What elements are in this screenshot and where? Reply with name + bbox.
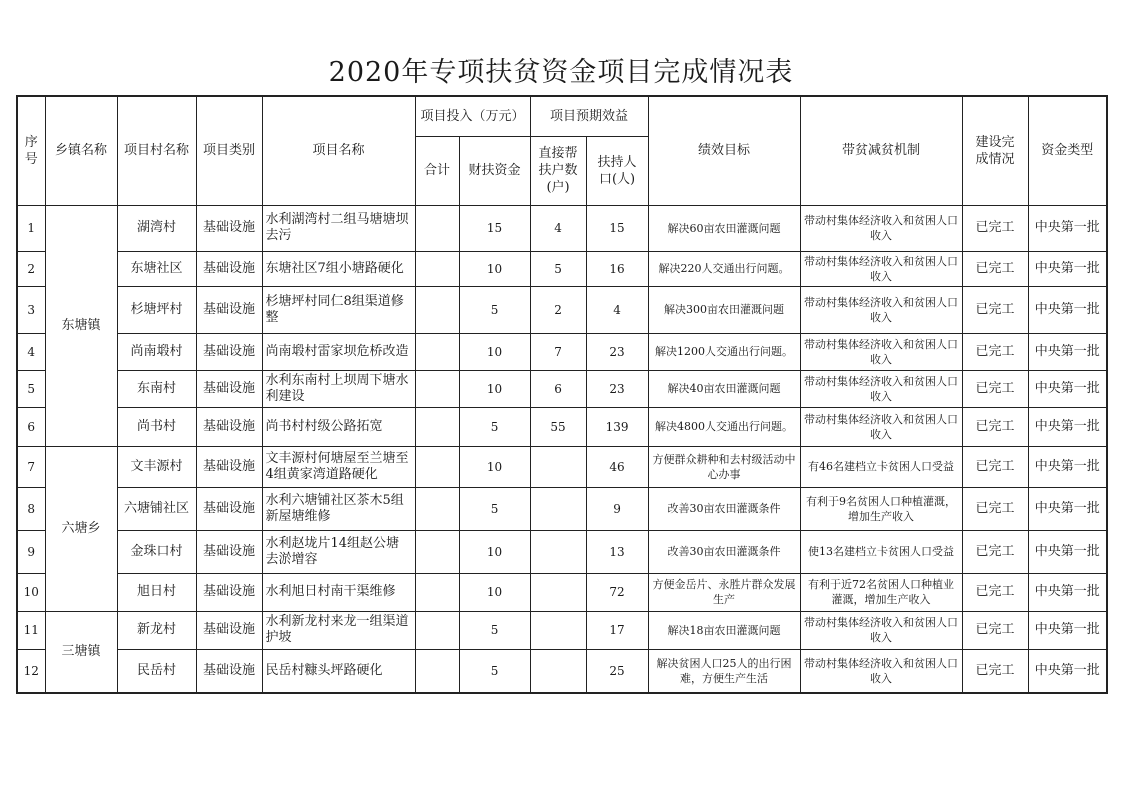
header-project: 项目名称 bbox=[262, 96, 415, 205]
cell-fund-type: 中央第一批 bbox=[1028, 333, 1107, 370]
cell-fund: 10 bbox=[459, 370, 530, 407]
cell-mechanism: 带动村集体经济收入和贫困人口收入 bbox=[800, 370, 962, 407]
header-fund-type: 资金类型 bbox=[1028, 96, 1107, 205]
cell-category: 基础设施 bbox=[196, 649, 262, 693]
cell-goal: 解决4800人交通出行问题。 bbox=[648, 407, 800, 446]
cell-status: 已完工 bbox=[962, 333, 1028, 370]
cell-households: 5 bbox=[530, 251, 586, 286]
table-row bbox=[17, 205, 1107, 251]
table-row bbox=[17, 649, 1107, 693]
cell-project: 文丰源村何塘屋至兰塘至4组黄家湾道路硬化 bbox=[262, 446, 415, 487]
header-investment: 项目投入（万元） bbox=[415, 96, 530, 136]
header-population: 扶持人口(人) bbox=[586, 136, 648, 205]
cell-population: 15 bbox=[586, 205, 648, 251]
project-table bbox=[16, 95, 1108, 694]
cell-seq: 4 bbox=[17, 333, 45, 370]
cell-project: 水利湖湾村二组马塘塘坝去污 bbox=[262, 205, 415, 251]
cell-population: 23 bbox=[586, 370, 648, 407]
cell-project: 尚南塅村雷家坝危桥改造 bbox=[262, 333, 415, 370]
cell-seq: 5 bbox=[17, 370, 45, 407]
header-status: 建设完成情况 bbox=[962, 96, 1028, 205]
cell-category: 基础设施 bbox=[196, 573, 262, 611]
header-row-1 bbox=[17, 96, 1107, 136]
cell-goal: 改善30亩农田灌溉条件 bbox=[648, 487, 800, 530]
cell-status: 已完工 bbox=[962, 573, 1028, 611]
cell-seq: 9 bbox=[17, 530, 45, 573]
cell-mechanism: 带动村集体经济收入和贫困人口收入 bbox=[800, 205, 962, 251]
cell-fund-type: 中央第一批 bbox=[1028, 407, 1107, 446]
cell-total bbox=[415, 530, 459, 573]
cell-fund-type: 中央第一批 bbox=[1028, 487, 1107, 530]
cell-village: 金珠口村 bbox=[117, 530, 196, 573]
cell-seq: 3 bbox=[17, 286, 45, 333]
cell-total bbox=[415, 205, 459, 251]
cell-seq: 2 bbox=[17, 251, 45, 286]
cell-status: 已完工 bbox=[962, 611, 1028, 649]
cell-seq: 12 bbox=[17, 649, 45, 693]
header-mechanism: 带贫减贫机制 bbox=[800, 96, 962, 205]
table-row bbox=[17, 333, 1107, 370]
cell-population: 9 bbox=[586, 487, 648, 530]
cell-population: 4 bbox=[586, 286, 648, 333]
cell-fund-type: 中央第一批 bbox=[1028, 205, 1107, 251]
table-row bbox=[17, 573, 1107, 611]
cell-total bbox=[415, 573, 459, 611]
cell-fund-type: 中央第一批 bbox=[1028, 530, 1107, 573]
cell-project: 水利新龙村来龙一组渠道护坡 bbox=[262, 611, 415, 649]
cell-fund: 10 bbox=[459, 530, 530, 573]
cell-village: 六塘铺社区 bbox=[117, 487, 196, 530]
cell-total bbox=[415, 251, 459, 286]
cell-village: 文丰源村 bbox=[117, 446, 196, 487]
cell-mechanism: 带动村集体经济收入和贫困人口收入 bbox=[800, 286, 962, 333]
header-town: 乡镇名称 bbox=[45, 96, 117, 205]
cell-seq: 6 bbox=[17, 407, 45, 446]
cell-mechanism: 带动村集体经济收入和贫困人口收入 bbox=[800, 649, 962, 693]
cell-total bbox=[415, 446, 459, 487]
cell-category: 基础设施 bbox=[196, 333, 262, 370]
cell-population: 25 bbox=[586, 649, 648, 693]
header-category: 项目类别 bbox=[196, 96, 262, 205]
cell-project: 尚书村村级公路拓宽 bbox=[262, 407, 415, 446]
cell-fund-type: 中央第一批 bbox=[1028, 611, 1107, 649]
cell-fund: 15 bbox=[459, 205, 530, 251]
cell-mechanism: 带动村集体经济收入和贫困人口收入 bbox=[800, 407, 962, 446]
cell-fund: 5 bbox=[459, 649, 530, 693]
cell-seq: 7 bbox=[17, 446, 45, 487]
cell-status: 已完工 bbox=[962, 370, 1028, 407]
cell-goal: 解决贫困人口25人的出行困难，方便生产生活 bbox=[648, 649, 800, 693]
cell-households: 55 bbox=[530, 407, 586, 446]
table-row bbox=[17, 407, 1107, 446]
cell-status: 已完工 bbox=[962, 251, 1028, 286]
cell-total bbox=[415, 370, 459, 407]
cell-project: 水利东南村上坝周下塘水利建设 bbox=[262, 370, 415, 407]
table-body bbox=[17, 205, 1107, 693]
cell-households bbox=[530, 573, 586, 611]
cell-village: 新龙村 bbox=[117, 611, 196, 649]
cell-project: 民岳村糠头坪路硬化 bbox=[262, 649, 415, 693]
cell-households bbox=[530, 446, 586, 487]
cell-goal: 解决1200人交通出行问题。 bbox=[648, 333, 800, 370]
cell-village: 东南村 bbox=[117, 370, 196, 407]
cell-mechanism: 带动村集体经济收入和贫困人口收入 bbox=[800, 333, 962, 370]
header-fund: 财扶资金 bbox=[459, 136, 530, 205]
cell-village: 东塘社区 bbox=[117, 251, 196, 286]
header-seq: 序号 bbox=[17, 96, 45, 205]
cell-project: 水利赵垅片14组赵公塘去淤增容 bbox=[262, 530, 415, 573]
cell-status: 已完工 bbox=[962, 205, 1028, 251]
cell-mechanism: 有利于近72名贫困人口种植业灌溉，增加生产收入 bbox=[800, 573, 962, 611]
cell-category: 基础设施 bbox=[196, 205, 262, 251]
cell-seq: 8 bbox=[17, 487, 45, 530]
table-row bbox=[17, 446, 1107, 487]
cell-fund: 5 bbox=[459, 487, 530, 530]
cell-goal: 解决18亩农田灌溉问题 bbox=[648, 611, 800, 649]
cell-category: 基础设施 bbox=[196, 611, 262, 649]
cell-fund-type: 中央第一批 bbox=[1028, 370, 1107, 407]
cell-project: 水利旭日村南干渠维修 bbox=[262, 573, 415, 611]
header-total: 合计 bbox=[415, 136, 459, 205]
cell-households: 2 bbox=[530, 286, 586, 333]
cell-project: 杉塘坪村同仁8组渠道修整 bbox=[262, 286, 415, 333]
cell-village: 旭日村 bbox=[117, 573, 196, 611]
cell-households bbox=[530, 649, 586, 693]
cell-seq: 11 bbox=[17, 611, 45, 649]
cell-goal: 改善30亩农田灌溉条件 bbox=[648, 530, 800, 573]
cell-total bbox=[415, 487, 459, 530]
cell-status: 已完工 bbox=[962, 530, 1028, 573]
cell-village: 湖湾村 bbox=[117, 205, 196, 251]
cell-fund-type: 中央第一批 bbox=[1028, 286, 1107, 333]
cell-village: 尚南塅村 bbox=[117, 333, 196, 370]
cell-category: 基础设施 bbox=[196, 407, 262, 446]
cell-population: 17 bbox=[586, 611, 648, 649]
cell-population: 139 bbox=[586, 407, 648, 446]
cell-category: 基础设施 bbox=[196, 370, 262, 407]
cell-mechanism: 带动村集体经济收入和贫困人口收入 bbox=[800, 611, 962, 649]
cell-total bbox=[415, 649, 459, 693]
cell-total bbox=[415, 611, 459, 649]
cell-village: 民岳村 bbox=[117, 649, 196, 693]
cell-seq: 10 bbox=[17, 573, 45, 611]
cell-fund: 10 bbox=[459, 333, 530, 370]
table-row bbox=[17, 286, 1107, 333]
cell-population: 16 bbox=[586, 251, 648, 286]
cell-fund: 10 bbox=[459, 573, 530, 611]
cell-fund-type: 中央第一批 bbox=[1028, 649, 1107, 693]
cell-goal: 方便金岳片、永胜片群众发展生产 bbox=[648, 573, 800, 611]
table-row bbox=[17, 370, 1107, 407]
table-row bbox=[17, 530, 1107, 573]
cell-households: 6 bbox=[530, 370, 586, 407]
cell-mechanism: 带动村集体经济收入和贫困人口收入 bbox=[800, 251, 962, 286]
cell-total bbox=[415, 333, 459, 370]
cell-category: 基础设施 bbox=[196, 446, 262, 487]
cell-households: 7 bbox=[530, 333, 586, 370]
cell-village: 杉塘坪村 bbox=[117, 286, 196, 333]
cell-fund: 5 bbox=[459, 611, 530, 649]
cell-population: 13 bbox=[586, 530, 648, 573]
cell-village: 尚书村 bbox=[117, 407, 196, 446]
table-row bbox=[17, 611, 1107, 649]
cell-goal: 解决220人交通出行问题。 bbox=[648, 251, 800, 286]
cell-households: 4 bbox=[530, 205, 586, 251]
cell-population: 72 bbox=[586, 573, 648, 611]
header-benefit: 项目预期效益 bbox=[530, 96, 648, 136]
cell-status: 已完工 bbox=[962, 649, 1028, 693]
cell-category: 基础设施 bbox=[196, 530, 262, 573]
page-title: 2020年专项扶贫资金项目完成情况表 bbox=[328, 57, 794, 88]
cell-fund-type: 中央第一批 bbox=[1028, 446, 1107, 487]
cell-goal: 解决60亩农田灌溉问题 bbox=[648, 205, 800, 251]
cell-category: 基础设施 bbox=[196, 251, 262, 286]
cell-population: 46 bbox=[586, 446, 648, 487]
cell-total bbox=[415, 407, 459, 446]
cell-project: 东塘社区7组小塘路硬化 bbox=[262, 251, 415, 286]
cell-goal: 方便群众耕种和去村级活动中心办事 bbox=[648, 446, 800, 487]
cell-households bbox=[530, 611, 586, 649]
cell-status: 已完工 bbox=[962, 286, 1028, 333]
cell-households bbox=[530, 530, 586, 573]
cell-mechanism: 使13名建档立卡贫困人口受益 bbox=[800, 530, 962, 573]
cell-population: 23 bbox=[586, 333, 648, 370]
cell-fund: 5 bbox=[459, 407, 530, 446]
cell-fund: 10 bbox=[459, 251, 530, 286]
cell-total bbox=[415, 286, 459, 333]
header-households: 直接帮扶户数(户) bbox=[530, 136, 586, 205]
cell-fund-type: 中央第一批 bbox=[1028, 251, 1107, 286]
cell-goal: 解决40亩农田灌溉问题 bbox=[648, 370, 800, 407]
cell-mechanism: 有46名建档立卡贫困人口受益 bbox=[800, 446, 962, 487]
cell-status: 已完工 bbox=[962, 487, 1028, 530]
cell-category: 基础设施 bbox=[196, 487, 262, 530]
cell-mechanism: 有利于9名贫困人口种植灌溉，增加生产收入 bbox=[800, 487, 962, 530]
cell-fund: 10 bbox=[459, 446, 530, 487]
cell-status: 已完工 bbox=[962, 446, 1028, 487]
cell-town: 六塘乡 bbox=[45, 446, 117, 611]
cell-seq: 1 bbox=[17, 205, 45, 251]
table-row bbox=[17, 487, 1107, 530]
cell-status: 已完工 bbox=[962, 407, 1028, 446]
header-goal: 绩效目标 bbox=[648, 96, 800, 205]
cell-fund: 5 bbox=[459, 286, 530, 333]
cell-town: 三塘镇 bbox=[45, 611, 117, 693]
cell-households bbox=[530, 487, 586, 530]
header-village: 项目村名称 bbox=[117, 96, 196, 205]
cell-category: 基础设施 bbox=[196, 286, 262, 333]
table-row bbox=[17, 251, 1107, 286]
cell-project: 水利六塘铺社区茶木5组新屋塘维修 bbox=[262, 487, 415, 530]
cell-fund-type: 中央第一批 bbox=[1028, 573, 1107, 611]
cell-town: 东塘镇 bbox=[45, 205, 117, 446]
cell-goal: 解决300亩农田灌溉问题 bbox=[648, 286, 800, 333]
